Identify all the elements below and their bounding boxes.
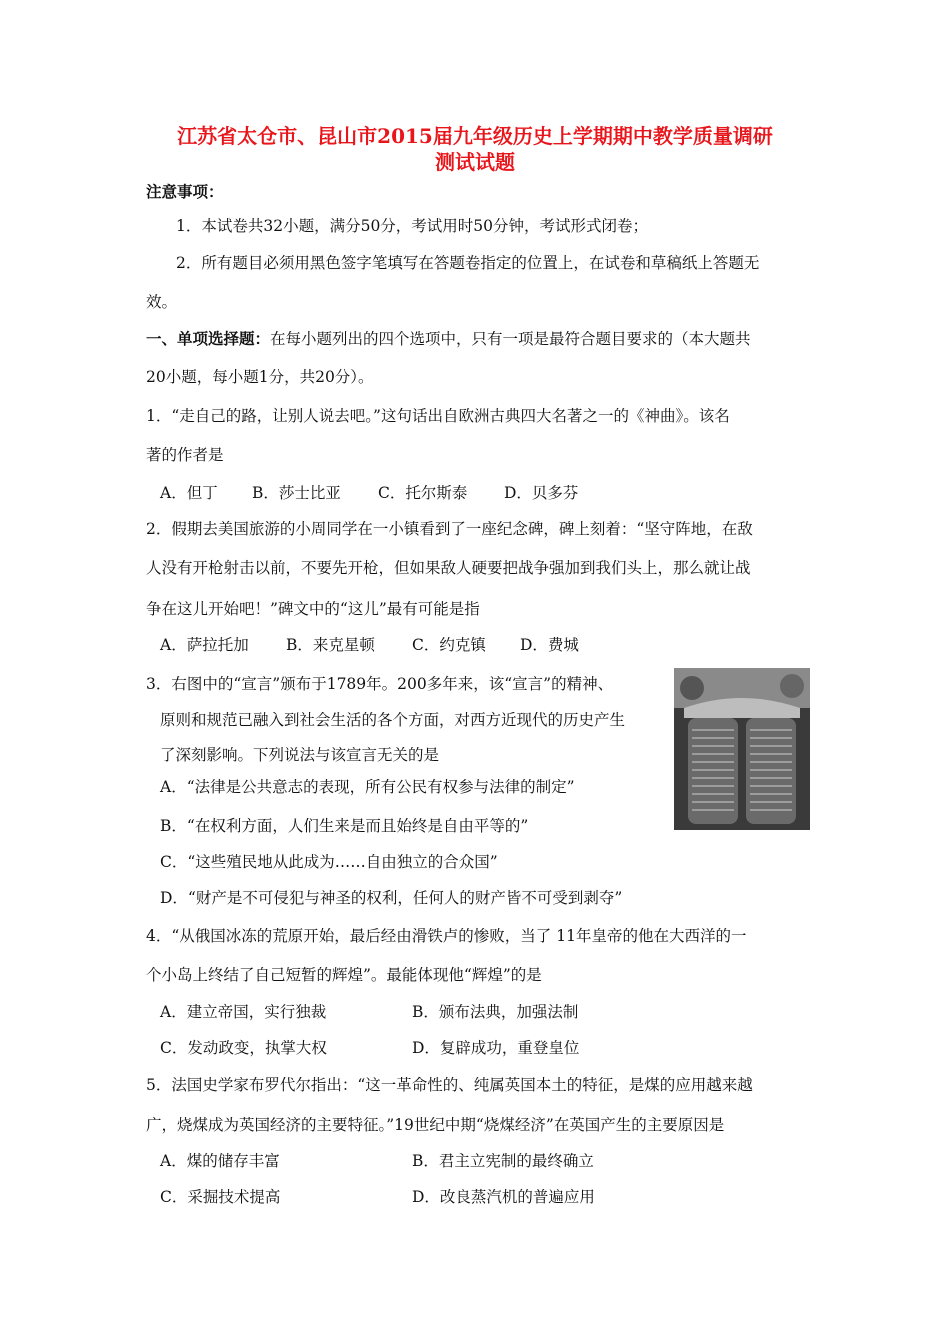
q4-option-b: B．颁布法典，加强法制 <box>412 1003 579 1021</box>
q3-option-a: A．“法律是公共意志的表现，所有公民有权参与法律的制定” <box>160 778 575 796</box>
q5-option-b: B．君主立宪制的最终确立 <box>412 1152 594 1170</box>
q1-line-2: 著的作者是 <box>146 446 224 464</box>
declaration-image <box>674 668 810 830</box>
page-title-line1: 江苏省太仓市、昆山市2015届九年级历史上学期期中教学质量调研 <box>177 124 773 148</box>
q4-line-1: 4．“从俄国冰冻的荒原开始，最后经由滑铁卢的惨败，当了 11年皇帝的他在大西洋的一 <box>146 927 747 945</box>
section-1-label: 一、单项选择题： <box>146 329 271 348</box>
q2-option-b: B．来克星顿 <box>286 636 375 654</box>
q3-line-1: 3．右图中的“宣言”颁布于1789年。200多年来，该“宣言”的精神、 <box>146 675 614 693</box>
notice-item-1: 1．本试卷共32小题，满分50分，考试用时50分钟，考试形式闭卷； <box>176 217 649 235</box>
q2-option-d: D．费城 <box>520 636 579 654</box>
q1-option-b: B．莎士比亚 <box>252 484 341 502</box>
q5-line-1: 5．法国史学家布罗代尔指出：“这一革命性的、纯属英国本土的特征，是煤的应用越来越 <box>146 1076 753 1094</box>
q5-option-a: A．煤的储存丰富 <box>160 1152 280 1170</box>
q2-option-a: A．萨拉托加 <box>160 636 249 654</box>
q4-option-d: D．复辟成功，重登皇位 <box>412 1039 580 1057</box>
notice-item-2a: 2．所有题目必须用黑色签字笔填写在答题卷指定的位置上，在试卷和草稿纸上答题无 <box>176 254 760 272</box>
page-title-line2: 测试试题 <box>435 150 515 174</box>
q3-option-d: D．“财产是不可侵犯与神圣的权利，任何人的财产皆不可受到剥夺” <box>160 889 623 907</box>
q3-line-2: 原则和规范已融入到社会生活的各个方面，对西方近现代的历史产生 <box>160 711 626 729</box>
section-1-line-b: 20小题，每小题1分，共20分）。 <box>146 368 374 386</box>
q5-option-d: D．改良蒸汽机的普遍应用 <box>412 1188 595 1206</box>
q3-option-b: B．“在权利方面，人们生来是而且始终是自由平等的” <box>160 817 529 835</box>
notice-item-2b: 效。 <box>146 293 178 311</box>
q4-option-a: A．建立帝国，实行独裁 <box>160 1003 327 1021</box>
q2-line-1: 2．假期去美国旅游的小周同学在一小镇看到了一座纪念碑，碑上刻着：“坚守阵地，在敌 <box>146 520 753 538</box>
notice-heading: 注意事项： <box>146 182 224 201</box>
q5-line-2: 广，烧煤成为英国经济的主要特征。”19世纪中期“烧煤经济”在英国产生的主要原因是 <box>146 1116 725 1134</box>
q1-option-d: D．贝多芬 <box>504 484 579 502</box>
q1-option-c: C．托尔斯泰 <box>378 484 468 502</box>
q1-line-1: 1．“走自己的路，让别人说去吧。”这句话出自欧洲古典四大名著之一的《神曲》。该名 <box>146 407 730 425</box>
section-1-line-a <box>146 327 751 349</box>
q5-option-c: C．采掘技术提高 <box>160 1188 281 1206</box>
declaration-drawing <box>674 668 810 830</box>
section-1-text-a: 在每小题列出的四个选项中，只有一项是最符合题目要求的（本大题共 <box>270 330 751 348</box>
q3-option-c: C．“这些殖民地从此成为……自由独立的合众国” <box>160 853 498 871</box>
q4-option-c: C．发动政变，执掌大权 <box>160 1039 327 1057</box>
q2-line-2: 人没有开枪射击以前，不要先开枪，但如果敌人硬要把战争强加到我们头上，那么就让战 <box>146 559 751 577</box>
q2-line-3: 争在这儿开始吧！”碑文中的“这儿”最有可能是指 <box>146 600 480 618</box>
q4-line-2: 个小岛上终结了自己短暂的辉煌”。最能体现他“辉煌”的是 <box>146 966 542 984</box>
q3-line-3: 了深刻影响。下列说法与该宣言无关的是 <box>160 746 440 764</box>
q1-option-a: A．但丁 <box>160 484 218 502</box>
q2-option-c: C．约克镇 <box>412 636 486 654</box>
